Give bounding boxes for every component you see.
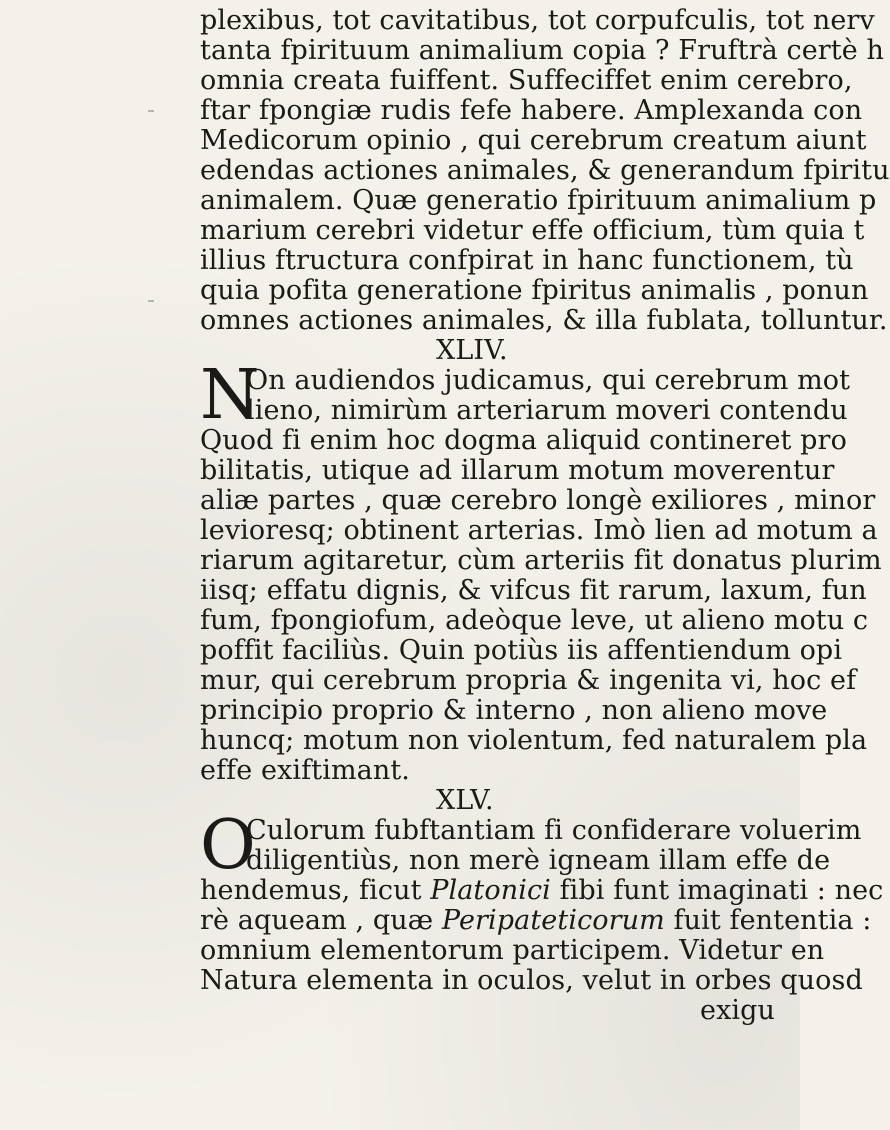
text-run: fuit fententia : [664,905,872,936]
text-line: omnes actiones animales, & illa fublata, tolluntur. [200,305,888,336]
text-line: fum, fpongiofum, adeòque leve, ut alieno motu c [200,605,869,636]
section-heading: XLIV. [436,335,508,366]
text-line: edendas actiones animales, & generandum fpiritu [200,155,890,186]
text-line: lieno, nimirùm arteriarum moveri contendu [246,395,848,426]
drop-cap-letter: O [200,806,256,885]
text-line: Natura elementa in oculos, velut in orbes quosd [200,965,863,996]
section-heading: XLV. [436,785,494,816]
drop-cap-letter: N [200,356,260,435]
margin-mark [148,300,154,302]
text-line: Quod fi enim hoc dogma aliquid contineret pro [200,425,847,456]
text-line: tanta fpirituum animalium copia ? Fruftrà certè h [200,35,884,66]
text-line: marium cerebri videtur effe officium, tùm quia t [200,215,865,246]
text-line: Culorum fubftantiam fi confiderare voluerim [246,815,862,846]
text-line: plexibus, tot cavitatibus, tot corpufculis, tot nerv [200,5,875,36]
text-line: illius ftructura confpirat in hanc functionem, tù [200,245,854,276]
text-line: effe exiftimant. [200,755,410,786]
text-line: Medicorum opinio , qui cerebrum creatum aiunt [200,125,867,156]
margin-mark [148,110,154,112]
dropcap-paragraph [200,356,851,435]
text-line: omnium elementorum participem. Videtur en [200,935,825,966]
dropcap-paragraph [200,806,862,885]
text-line: quia pofita generatione fpiritus animalis , ponun [200,275,869,306]
text-line: huncq; motum non violentum, fed naturalem pla [200,725,868,756]
text-line [200,905,872,936]
text-run: rè aqueam , quæ [200,905,442,936]
text-line: aliæ partes , quæ cerebro longè exiliores , minor [200,485,876,516]
text-line: principio proprio & interno , non alieno move [200,695,828,726]
text-line: poffit faciliùs. Quin potiùs iis affentiendum opi [200,635,843,666]
text-line: iisq; effatu dignis, & vifcus fit rarum, laxum, fun [200,575,867,606]
text-run: fibi funt imaginati : nec [550,875,884,906]
text-line: riarum agitaretur, cùm arteriis fit donatus plurim [200,545,882,576]
italic-name: Platonici [430,875,551,906]
text-line: On audiendos judicamus, qui cerebrum mot [246,365,851,396]
text-line: mur, qui cerebrum propria & ingenita vi, hoc ef [200,665,857,696]
text-line [200,875,884,906]
text-line: levioresq; obtinent arterias. Imò lien ad motum a [200,515,878,546]
text-line: diligentiùs, non merè igneam illam effe de [246,845,831,876]
text-line: animalem. Quæ generatio fpirituum animalium p [200,185,877,216]
italic-name: Peripateticorum [441,905,665,936]
text-line: omnia creata fuiffent. Suffeciffet enim cerebro, [200,65,853,96]
text-run: hendemus, ficut [200,875,431,906]
text-line: bilitatis, utique ad illarum motum moverentur [200,455,835,486]
catchword: exigu [700,995,776,1026]
text-line: ftar fpongiæ rudis fefe habere. Amplexanda con [200,95,863,126]
page-text [200,5,890,1026]
